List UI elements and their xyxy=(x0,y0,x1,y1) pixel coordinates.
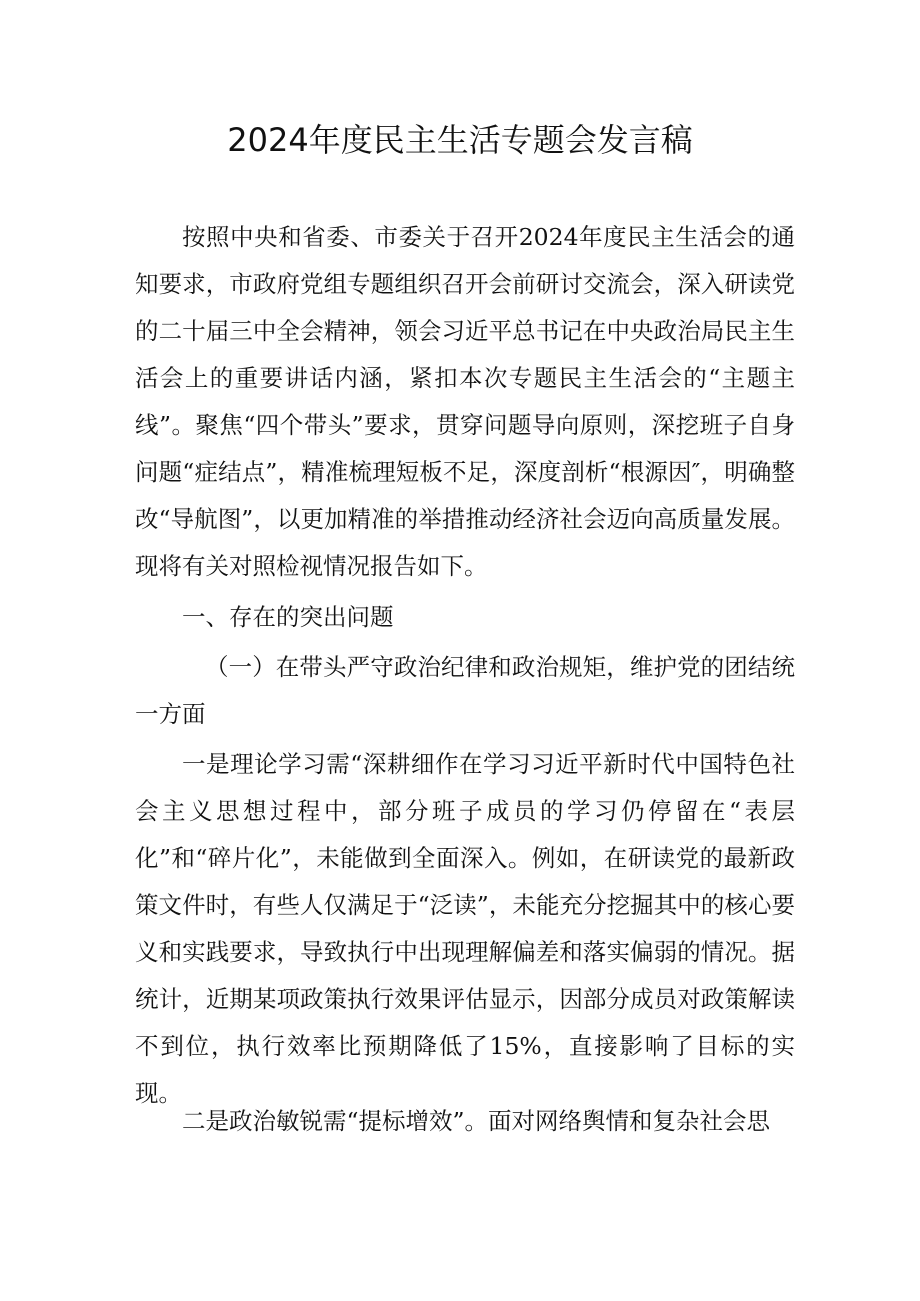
point-two-paragraph: 二是政治敏锐需“提标增效”。面对网络舆情和复杂社会思 xyxy=(182,1107,771,1135)
document-title: 2024年度民主生活专题会发言稿 xyxy=(227,121,693,159)
subsection-heading: （一）在带头严守政治纪律和政治规矩，维护党的团结统一方面 xyxy=(135,653,795,728)
intro-paragraph: 按照中央和省委、市委关于召开2024年度民主生活会的通知要求，市政府党组专题组织召开会前研讨交流会，深入研读党的二十届三中全会精神，领会习近平总书记在中央政治局民主生活会上的重要讲话内涵，紧扣本次专题民主生活会的“主题主线”。聚焦“四个带头”要求，贯穿问题导向原则，深挖班子自身问题“症结点”，精准梳理短板不足，深度剖析“根源因″，明确整改“导航图”，以更加精准的举措推动经济社会迈向高质量发展。现将有关对照检视情况报告如下。 xyxy=(135,223,795,580)
point-one-paragraph: 一是理论学习需“深耕细作在学习习近平新时代中国特色社会主义思想过程中，部分班子成员的学习仍停留在“表层化”和“碎片化”，未能做到全面深入。例如，在研读党的最新政策文件时，有些人仅满足于“泛读”，未能充分挖掘其中的核心要义和实践要求，导致执行中出现理解偏差和落实偏弱的情况。据统计，近期某项政策执行效果评估显示，因部分成员对政策解读不到位，执行效率比预期降低了15%，直接影响了目标的实现。 xyxy=(135,750,795,1107)
section-heading: 一、存在的突出问题 xyxy=(182,603,394,631)
